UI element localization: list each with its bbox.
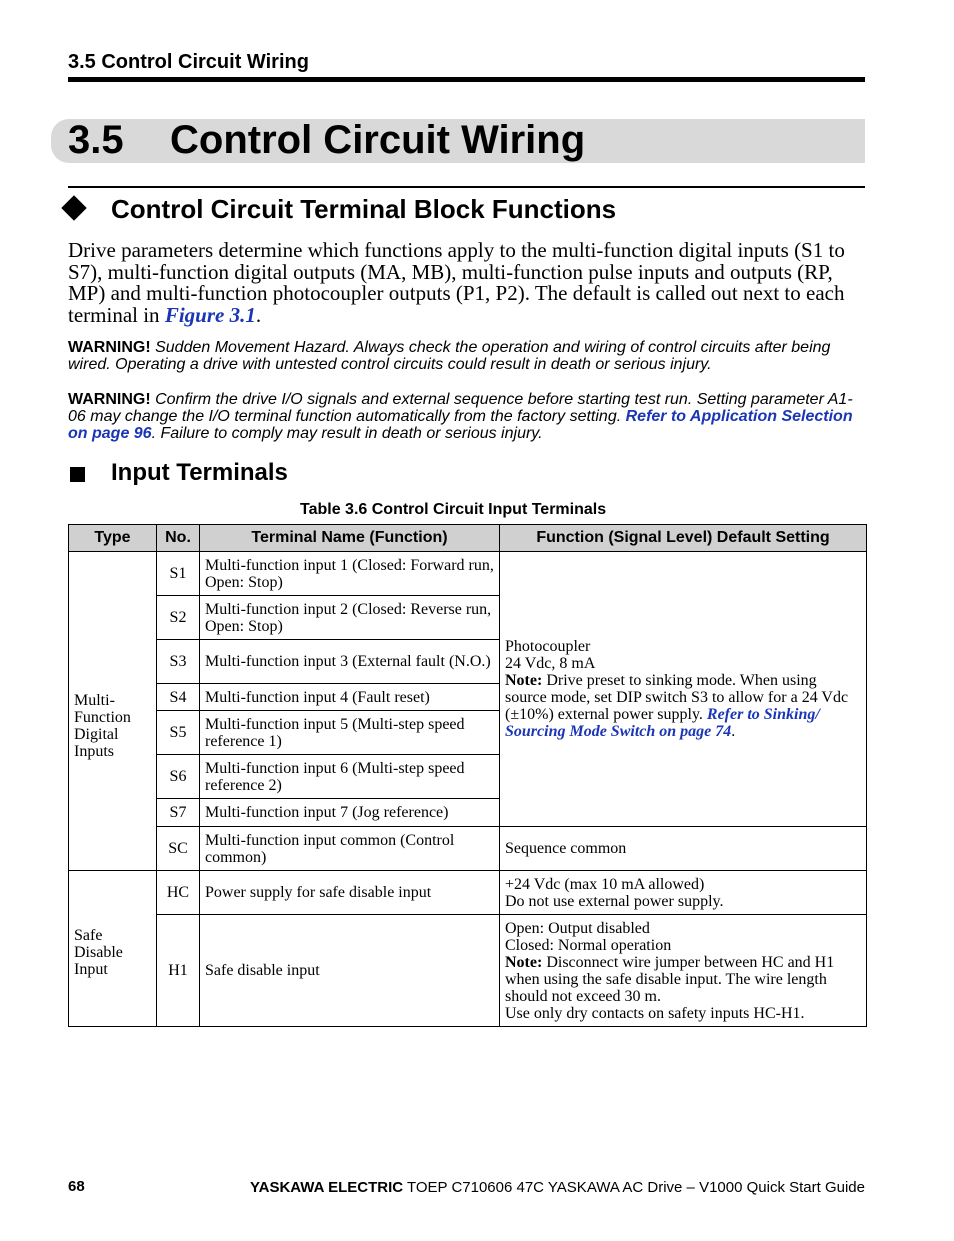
section-title: Control Circuit Wiring [170,118,586,162]
figure-link[interactable]: Figure 3.1 [164,302,256,327]
table-row [69,915,867,1027]
function-line: Photocoupler [505,638,591,655]
note-text: Disconnect wire jumper between HC and H1 when using the safe disable input. The wire length should not exceed 30 m. [505,953,835,1005]
type-cell: Safe Disable Input [69,871,157,1027]
warning-text: Confirm the drive I/O signals and external sequence before starting test run. Setting parameter A1-06 may change the I/O terminal function automatically from the factory setting. [68,391,853,425]
subsection-rule [68,186,865,188]
terminal-no: S1 [157,552,200,596]
header-rule [68,77,865,82]
function-line: Closed: Normal operation [505,936,672,954]
terminal-no: S2 [157,596,200,640]
function-line: Use only dry contacts on safety inputs HC-H1. [505,1004,805,1022]
footer-doc: TOEP C710606 47C YASKAWA AC Drive – V1000 Quick Start Guide [403,1179,865,1196]
warning-label: WARNING! [68,339,151,356]
terminal-no: S5 [157,711,200,755]
footer [250,1179,865,1196]
terminal-name: Multi-function input common (Control common) [200,827,500,871]
warning-label: WARNING! [68,391,151,408]
terminal-no: S7 [157,799,200,827]
terminal-no: S3 [157,640,200,684]
terminal-name: Multi-function input 4 (Fault reset) [200,684,500,711]
running-head: 3.5 Control Circuit Wiring [68,51,309,73]
section-number: 3.5 [68,118,124,162]
function-cell [500,871,867,915]
function-line: Do not use external power supply. [505,892,724,910]
terminal-name: Multi-function input 1 (Closed: Forward run, Open: Stop) [200,552,500,596]
terminal-name: Power supply for safe disable input [200,871,500,915]
note-text: Drive preset to sinking mode. When using source mode, set DIP switch S3 to allow for a 24 Vdc (±10%) external power supply. [505,672,849,723]
terminal-no: HC [157,871,200,915]
header-terminal-name: Terminal Name (Function) [200,525,500,552]
header-function: Function (Signal Level) Default Setting [500,525,867,552]
terminal-no: S6 [157,755,200,799]
warning-text: Sudden Movement Hazard. Always check the operation and wiring of control circuits after being wired. Operating a drive with untested control circuits could result in death or serious injury. [68,339,831,373]
terminal-name: Multi-function input 2 (Closed: Reverse run, Open: Stop) [200,596,500,640]
diamond-bullet-icon [61,195,86,220]
input-terminals-table [68,524,867,1027]
table-header-row [69,525,867,552]
page-number: 68 [68,1178,85,1195]
table-caption: Table 3.6 Control Circuit Input Terminals [300,501,607,518]
function-cell [500,552,867,827]
header-no: No. [157,525,200,552]
input-terminals-title: Input Terminals [111,459,288,486]
table-row [69,552,867,596]
warning-2 [68,391,868,442]
footer-brand: YASKAWA ELECTRIC [250,1179,404,1196]
terminal-name: Safe disable input [200,915,500,1027]
note-label: Note: [505,953,543,971]
function-cell [500,915,867,1027]
note-label: Note: [505,672,543,689]
application-selection-link[interactable]: Refer to Application Selection on page 96 [68,408,853,442]
sinking-sourcing-link[interactable]: Refer to Sinking/ Sourcing Mode Switch on page 74 [505,706,820,740]
terminal-name: Multi-function input 3 (External fault (N.O.) [200,640,500,684]
function-line: 24 Vdc, 8 mA [505,655,596,672]
intro-text: Drive parameters determine which functions apply to the multi-function digital inputs (S1 to S7), multi-function digital outputs (MA, MB), multi-function pulse inputs and outputs (RP, MP) and multi-function photocoupler outputs (P1, P2). The default is called out next to each terminal in [68,238,845,327]
function-line: +24 Vdc (max 10 mA allowed) [505,875,705,893]
table-row [69,871,867,915]
intro-paragraph [68,240,868,326]
square-bullet-icon [70,467,85,482]
intro-end: . [255,302,262,327]
note-end: . [731,723,736,740]
warning-text-after: . Failure to comply may result in death or serious injury. [151,425,543,442]
table-row [69,827,867,871]
terminal-name: Multi-function input 7 (Jog reference) [200,799,500,827]
function-line: Open: Output disabled [505,919,650,937]
function-cell: Sequence common [500,827,867,871]
terminal-no: H1 [157,915,200,1027]
terminal-no: SC [157,827,200,871]
subsection-title: Control Circuit Terminal Block Functions [111,194,617,224]
type-cell: Multi-Function Digital Inputs [69,552,157,871]
terminal-name: Multi-function input 5 (Multi-step speed reference 1) [200,711,500,755]
header-type: Type [69,525,157,552]
terminal-no: S4 [157,684,200,711]
terminal-name: Multi-function input 6 (Multi-step speed reference 2) [200,755,500,799]
warning-1 [68,339,868,373]
